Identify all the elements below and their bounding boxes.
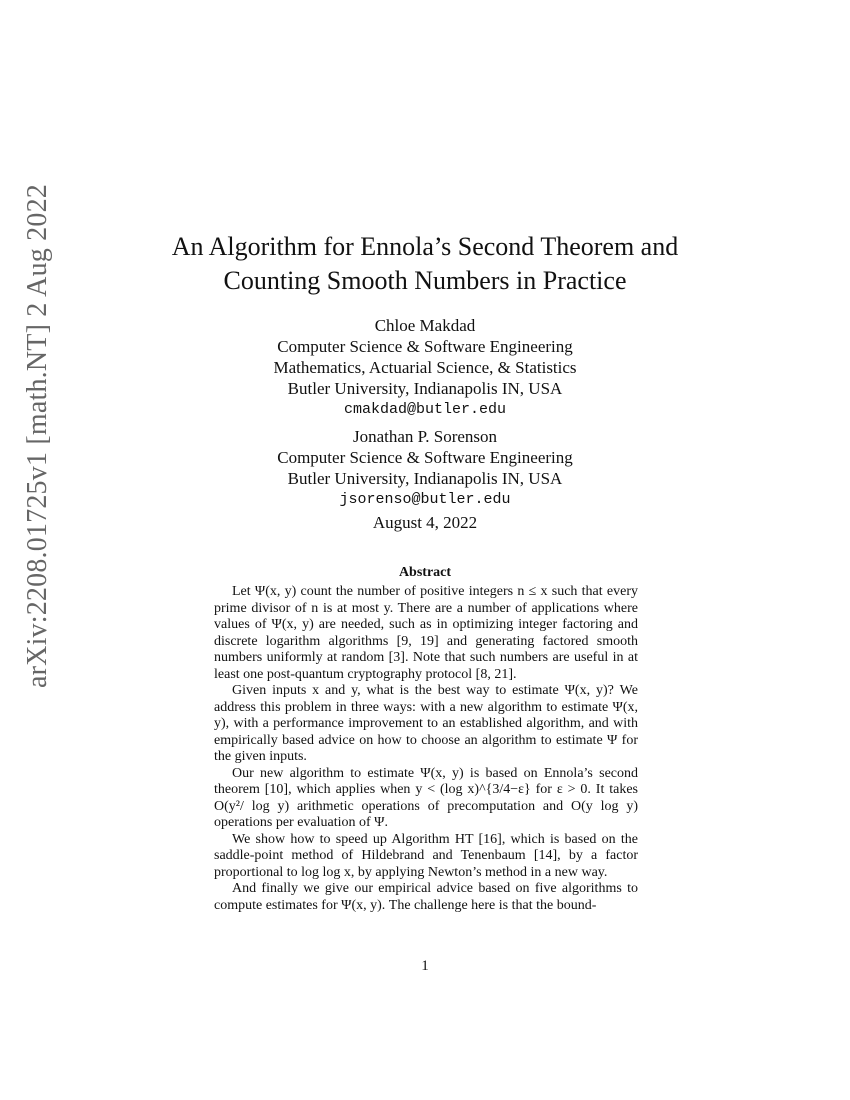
abstract-paragraph: We show how to speed up Algorithm HT [16], which is based on the saddle-point method of Hildebrand and Tenenbaum [14], by a factor proportional to log log x, by applying Newton’s method in a new way. [214,831,638,880]
abstract-heading: Abstract [398,565,452,580]
author-affiliation: Mathematics, Actuarial Science, & Statistics [273,358,577,377]
author-email[interactable]: jsorenso@butler.edu [339,491,511,508]
arxiv-identifier: arXiv:2208.01725v1 [math.NT] 2 Aug 2022 [22,184,53,688]
title-line-2: Counting Smooth Numbers in Practice [223,266,627,295]
author-block [110,315,740,420]
abstract-paragraph: Our new algorithm to estimate Ψ(x, y) is based on Ennola’s second theorem [10], which applies when y < (log x)^{3/4−ε} for ε > 0. It takes O(y²/ log y) arithmetic operations of precomputation and O(y log y) operations per evaluation of Ψ. [214,765,638,830]
paper-date: August 4, 2022 [372,513,478,532]
author-affiliation: Computer Science & Software Engineering [277,337,573,356]
abstract-paragraph: Given inputs x and y, what is the best way to estimate Ψ(x, y)? We address this problem in three ways: with a new algorithm to estimate Ψ(x, y), with a performance improvement to an established algorithm, and with empirically based advice on how to choose an algorithm to estimate Ψ for the given inputs. [214,683,638,764]
author-affiliation: Butler University, Indianapolis IN, USA [287,469,563,488]
author-affiliation: Computer Science & Software Engineering [277,448,573,467]
author-email[interactable]: cmakdad@butler.edu [343,401,507,418]
author-name: Chloe Makdad [374,316,476,335]
paper-title [110,230,740,298]
title-line-1: An Algorithm for Ennola’s Second Theorem and [171,232,679,261]
abstract-paragraph: Let Ψ(x, y) count the number of positive integers n ≤ x such that every prime divisor of n is at most y. There are a number of applications where values of Ψ(x, y) are needed, such as in optimizing integer factoring and discrete logarithm algorithms [9, 19] and generating factored smooth numbers uniformly at random [3]. Note that such numbers are useful in at least one post-quantum cryptography protocol [8, 21]. [214,584,638,682]
abstract-paragraph: And finally we give our empirical advice based on five algorithms to compute estimates for Ψ(x, y). The challenge here is that the bound- [214,881,638,913]
page-number: 1 [421,958,429,974]
author-affiliation: Butler University, Indianapolis IN, USA [287,379,563,398]
arxiv-sidebar [18,184,53,820]
abstract-body [214,584,638,914]
author-list [110,315,740,516]
author-block [110,426,740,510]
author-name: Jonathan P. Sorenson [352,427,498,446]
